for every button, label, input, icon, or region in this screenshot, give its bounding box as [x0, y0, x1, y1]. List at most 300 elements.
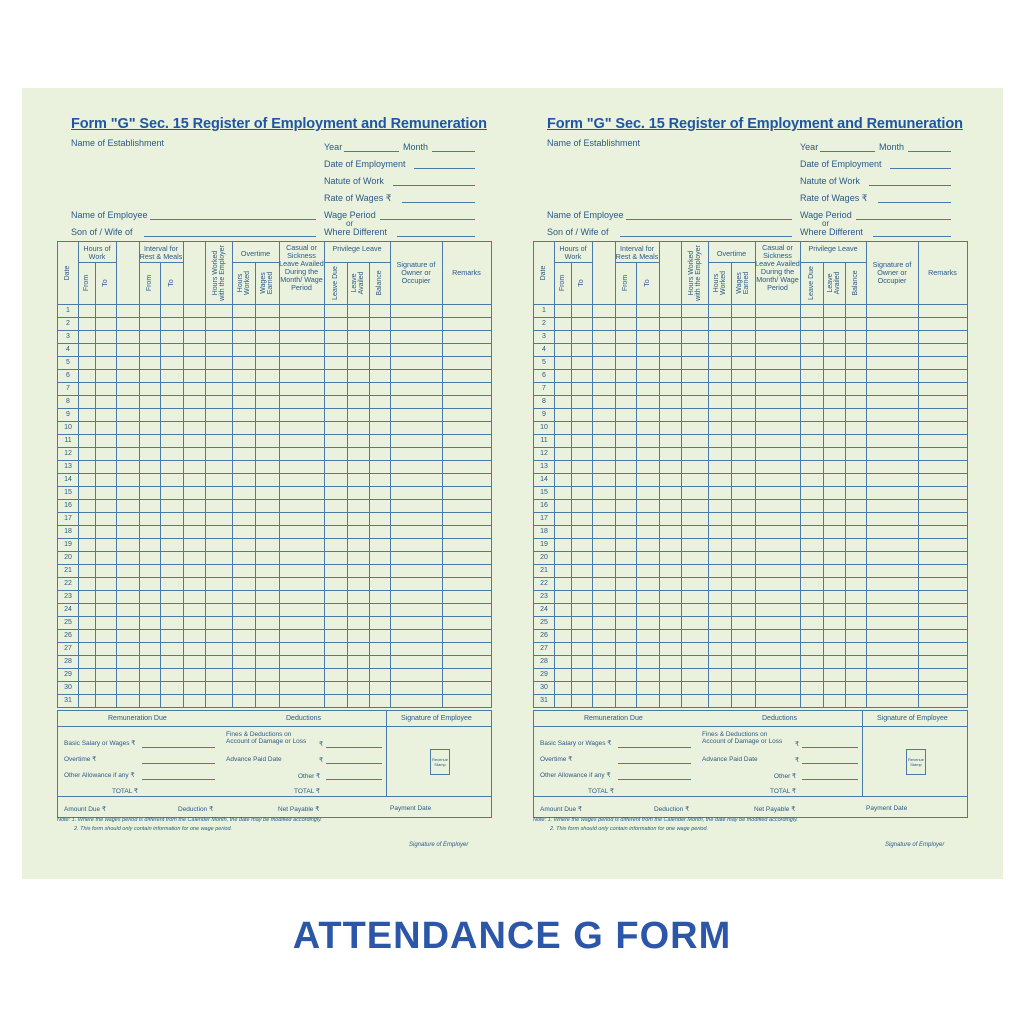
basic-salary-label: Basic Salary or Wages ₹ [64, 740, 136, 747]
establishment-label: Name of Establishment [547, 138, 641, 148]
row-number: 21 [540, 567, 548, 574]
note-2: 2. This form should only contain information for one wage period. [74, 826, 233, 832]
row-number: 6 [66, 372, 70, 379]
note-2: 2. This form should only contain information for one wage period. [550, 826, 709, 832]
row-divider [534, 551, 967, 552]
row-divider [58, 460, 491, 461]
revenue-stamp-box: Revenue Stamp [430, 749, 450, 775]
row-divider [534, 499, 967, 500]
signature-employer-label: Signature of Employer [885, 842, 945, 848]
employee-name-field[interactable] [150, 219, 316, 220]
row-number: 9 [66, 411, 70, 418]
year-label: Year [800, 142, 819, 152]
column-divider [554, 242, 555, 707]
payment-date-label: Payment Date [866, 805, 908, 812]
header-date: Date [64, 265, 72, 281]
row-divider [58, 486, 491, 487]
overtime-field[interactable] [618, 763, 691, 764]
row-divider [58, 343, 491, 344]
row-number: 22 [64, 580, 72, 587]
column-divider [615, 242, 616, 707]
row-divider [534, 421, 967, 422]
header-hours-worked-employer: Hours Worked with the Employer [687, 245, 702, 301]
header-divider [58, 304, 491, 305]
column-divider [205, 242, 206, 707]
row-number: 15 [64, 489, 72, 496]
header-casual-leave: Casual or Sickness Leave Availed During the Month/ Wage Period [755, 243, 800, 292]
row-number: 31 [540, 697, 548, 704]
row-divider [58, 356, 491, 357]
row-divider [534, 642, 967, 643]
row-divider [58, 694, 491, 695]
fines-label-2: Account of Damage or Loss [702, 738, 783, 745]
row-number: 11 [64, 437, 72, 444]
column-divider [708, 242, 709, 707]
header-leave-availed: Leave Availed [350, 271, 365, 295]
header-overtime: Overtime [240, 249, 271, 258]
column-divider [160, 262, 161, 707]
column-divider [755, 242, 756, 707]
row-divider [58, 551, 491, 552]
establishment-label: Name of Establishment [71, 138, 165, 148]
column-divider [823, 262, 824, 707]
advance-paid-label: Advance Paid Date [226, 756, 282, 763]
fines-label-2: Account of Damage or Loss [226, 738, 307, 745]
other-deduction-field[interactable] [802, 779, 858, 780]
row-divider [534, 694, 967, 695]
fines-field[interactable] [326, 747, 382, 748]
header-hours-of-work: Hours of Work [559, 244, 587, 261]
total-remuneration-label: TOTAL ₹ [588, 788, 615, 795]
signature-employer-label: Signature of Employer [409, 842, 469, 848]
column-divider [571, 262, 572, 707]
row-number: 7 [66, 385, 70, 392]
row-divider [534, 512, 967, 513]
row-divider [58, 434, 491, 435]
row-number: 2 [542, 320, 546, 327]
nature-of-work-field[interactable] [393, 185, 475, 186]
row-number: 8 [542, 398, 546, 405]
row-divider [534, 369, 967, 370]
header-interval-to: To [643, 279, 651, 287]
row-number: 30 [540, 684, 548, 691]
row-divider [58, 577, 491, 578]
column-divider [731, 262, 732, 707]
row-number: 1 [542, 307, 546, 314]
row-number: 25 [64, 619, 72, 626]
row-divider [58, 421, 491, 422]
row-number: 6 [542, 372, 546, 379]
row-number: 5 [542, 359, 546, 366]
header-work-to: To [577, 279, 585, 287]
row-number: 17 [64, 515, 72, 522]
header-overtime: Overtime [716, 249, 747, 258]
row-divider [58, 525, 491, 526]
header-interval: Interval for Rest & Meals [139, 244, 183, 261]
fines-label: Fines & Deductions on [702, 731, 768, 738]
basic-salary-label: Basic Salary or Wages ₹ [540, 740, 612, 747]
row-number: 24 [540, 606, 548, 613]
column-divider [592, 242, 593, 707]
or-label: or [822, 219, 830, 228]
column-divider [347, 262, 348, 707]
remuneration-due-header: Remuneration Due [108, 715, 167, 722]
header-balance: Balance [851, 270, 859, 296]
date-of-employment-label: Date of Employment [324, 159, 406, 169]
or-label: or [346, 219, 354, 228]
row-divider [534, 317, 967, 318]
where-different-label: Where Different [324, 227, 387, 237]
year-label: Year [324, 142, 343, 152]
row-number: 10 [64, 424, 72, 431]
subheader-divider [78, 262, 116, 263]
row-divider [534, 525, 967, 526]
where-different-label: Where Different [800, 227, 863, 237]
wage-period-label: Wage Period [324, 210, 376, 220]
signature-employee-header: Signature of Employee [401, 715, 472, 722]
row-number: 14 [64, 476, 72, 483]
row-divider [58, 317, 491, 318]
row-divider [58, 499, 491, 500]
other-deduction-field[interactable] [326, 779, 382, 780]
row-number: 7 [542, 385, 546, 392]
column-divider [390, 242, 391, 707]
column-divider [139, 242, 140, 707]
son-of-field[interactable] [620, 236, 792, 237]
other-allowance-label: Other Allowance if any ₹ [64, 772, 135, 779]
column-divider [866, 242, 867, 707]
row-number: 28 [540, 658, 548, 665]
row-divider [58, 382, 491, 383]
column-divider [800, 242, 801, 707]
row-divider [534, 356, 967, 357]
subheader-divider [615, 262, 659, 263]
row-number: 26 [64, 632, 72, 639]
header-ot-hours-worked: Hours Worked [236, 271, 251, 295]
wage-period-label: Wage Period [800, 210, 852, 220]
header-remarks: Remarks [452, 268, 481, 277]
column-divider [78, 242, 79, 707]
header-hours-of-work: Hours of Work [83, 244, 111, 261]
note-1: Note: 1. Where the wages period is different from the Calender Month, the date may be modified accordingly. [533, 817, 798, 823]
row-divider [534, 590, 967, 591]
row-divider [534, 577, 967, 578]
remuneration-section [57, 710, 492, 818]
row-number: 17 [540, 515, 548, 522]
header-privilege-leave: Privilege Leave [332, 244, 382, 253]
rate-of-wages-label: Rate of Wages ₹ [800, 193, 868, 203]
row-number: 11 [540, 437, 548, 444]
row-number: 31 [64, 697, 72, 704]
header-interval-to: To [167, 279, 175, 287]
row-number: 4 [542, 346, 546, 353]
row-divider [58, 655, 491, 656]
fines-label: Fines & Deductions on [226, 731, 292, 738]
column-divider [636, 262, 637, 707]
header-date: Date [540, 265, 548, 281]
form-title: Form "G" Sec. 15 Register of Employment and Remuneration [71, 116, 487, 132]
row-divider [58, 447, 491, 448]
subheader-divider [800, 262, 866, 263]
rate-of-wages-label: Rate of Wages ₹ [324, 193, 392, 203]
nature-of-work-label: Natute of Work [800, 176, 860, 186]
column-divider [845, 262, 846, 707]
overtime-label: Overtime ₹ [64, 756, 97, 763]
row-number: 3 [542, 333, 546, 340]
row-divider [534, 434, 967, 435]
row-divider [534, 330, 967, 331]
employee-name-label: Name of Employee [547, 210, 624, 220]
header-casual-leave: Casual or Sickness Leave Availed During the Month/ Wage Period [279, 243, 324, 292]
row-number: 14 [540, 476, 548, 483]
form-sheet [22, 88, 1003, 879]
nature-of-work-field[interactable] [869, 185, 951, 186]
row-number: 10 [540, 424, 548, 431]
other-deduction-label: Other ₹ [774, 773, 797, 780]
year-field[interactable] [344, 151, 399, 152]
row-divider [534, 382, 967, 383]
row-number: 16 [540, 502, 548, 509]
row-number: 19 [540, 541, 548, 548]
row-number: 20 [64, 554, 72, 561]
header-interval-from: From [145, 274, 153, 292]
row-divider [58, 616, 491, 617]
column-divider [324, 242, 325, 707]
remuneration-due-header: Remuneration Due [584, 715, 643, 722]
overtime-field[interactable] [142, 763, 215, 764]
basic-salary-field[interactable] [142, 747, 215, 748]
row-divider [58, 408, 491, 409]
row-number: 24 [64, 606, 72, 613]
header-ot-hours-worked: Hours Worked [712, 271, 727, 295]
remuneration-section [533, 710, 968, 818]
advance-rupee: ₹ [795, 757, 800, 764]
revenue-stamp-box: Revenue Stamp [906, 749, 926, 775]
column-divider [279, 242, 280, 707]
son-of-label: Son of / Wife of [71, 227, 133, 237]
row-number: 19 [64, 541, 72, 548]
row-divider [534, 486, 967, 487]
header-work-from: From [558, 274, 566, 292]
where-different-field[interactable] [873, 236, 951, 237]
month-label: Month [403, 142, 429, 152]
wage-period-field[interactable] [856, 219, 951, 220]
column-divider [183, 242, 184, 707]
row-divider [58, 369, 491, 370]
row-number: 5 [66, 359, 70, 366]
row-number: 27 [540, 645, 548, 652]
row-number: 15 [540, 489, 548, 496]
row-number: 29 [540, 671, 548, 678]
amount-due-label: Amount Due ₹ [540, 806, 583, 813]
subheader-divider [324, 262, 390, 263]
deductions-header: Deductions [286, 715, 322, 722]
row-number: 30 [64, 684, 72, 691]
header-ot-wages-earned: Wages Earned [259, 271, 274, 295]
row-divider [58, 603, 491, 604]
employee-name-field[interactable] [626, 219, 792, 220]
attendance-table [57, 241, 492, 708]
date-of-employment-field[interactable] [890, 168, 951, 169]
month-field[interactable] [432, 151, 475, 152]
row-number: 27 [64, 645, 72, 652]
subheader-divider [554, 262, 592, 263]
header-work-to: To [101, 279, 109, 287]
row-divider [58, 330, 491, 331]
deduction-label: Deduction ₹ [178, 806, 214, 813]
header-interval: Interval for Rest & Meals [615, 244, 659, 261]
subheader-divider [232, 262, 279, 263]
row-number: 28 [64, 658, 72, 665]
row-divider [58, 668, 491, 669]
row-number: 3 [66, 333, 70, 340]
row-number: 12 [540, 450, 548, 457]
row-number: 13 [64, 463, 72, 470]
date-of-employment-label: Date of Employment [800, 159, 882, 169]
row-number: 12 [64, 450, 72, 457]
row-divider [58, 681, 491, 682]
row-divider [534, 447, 967, 448]
net-payable-label: Net Payable ₹ [754, 806, 796, 813]
row-number: 25 [540, 619, 548, 626]
header-remarks: Remarks [928, 268, 957, 277]
date-of-employment-field[interactable] [414, 168, 475, 169]
row-divider [534, 603, 967, 604]
note-1: Note: 1. Where the wages period is different from the Calender Month, the date may be modified accordingly. [57, 817, 322, 823]
row-number: 20 [540, 554, 548, 561]
column-divider [116, 242, 117, 707]
wage-period-field[interactable] [380, 219, 475, 220]
signature-employee-header: Signature of Employee [877, 715, 948, 722]
row-divider [58, 642, 491, 643]
row-divider [534, 681, 967, 682]
row-number: 2 [66, 320, 70, 327]
row-number: 18 [64, 528, 72, 535]
header-leave-due: Leave Due [331, 266, 339, 300]
header-hours-worked-employer: Hours Worked with the Employer [211, 245, 226, 301]
column-divider [369, 262, 370, 707]
row-number: 13 [540, 463, 548, 470]
other-allowance-field[interactable] [618, 779, 691, 780]
column-divider [255, 262, 256, 707]
header-interval-from: From [621, 274, 629, 292]
other-allowance-label: Other Allowance if any ₹ [540, 772, 611, 779]
caption-title: ATTENDANCE G FORM [292, 915, 732, 957]
row-divider [534, 629, 967, 630]
row-divider [58, 629, 491, 630]
row-number: 23 [64, 593, 72, 600]
overtime-label: Overtime ₹ [540, 756, 573, 763]
row-divider [534, 343, 967, 344]
column-divider [659, 242, 660, 707]
total-deduction-label: TOTAL ₹ [294, 788, 321, 795]
basic-salary-field[interactable] [618, 747, 691, 748]
payment-date-label: Payment Date [390, 805, 432, 812]
month-field[interactable] [908, 151, 951, 152]
header-privilege-leave: Privilege Leave [808, 244, 858, 253]
row-number: 1 [66, 307, 70, 314]
subheader-divider [708, 262, 755, 263]
header-ot-wages-earned: Wages Earned [735, 271, 750, 295]
row-number: 9 [542, 411, 546, 418]
employee-name-label: Name of Employee [71, 210, 148, 220]
row-divider [58, 564, 491, 565]
header-balance: Balance [375, 270, 383, 296]
row-number: 8 [66, 398, 70, 405]
net-payable-label: Net Payable ₹ [278, 806, 320, 813]
column-divider [442, 242, 443, 707]
column-divider [95, 262, 96, 707]
other-deduction-label: Other ₹ [298, 773, 321, 780]
form-title: Form "G" Sec. 15 Register of Employment and Remuneration [547, 116, 963, 132]
row-divider [534, 408, 967, 409]
form-left [22, 88, 487, 879]
row-number: 16 [64, 502, 72, 509]
total-deduction-label: TOTAL ₹ [770, 788, 797, 795]
advance-rupee: ₹ [319, 757, 324, 764]
amount-due-label: Amount Due ₹ [64, 806, 107, 813]
where-different-field[interactable] [397, 236, 475, 237]
advance-paid-field[interactable] [326, 763, 382, 764]
row-divider [58, 512, 491, 513]
fines-field[interactable] [802, 747, 858, 748]
row-divider [534, 395, 967, 396]
fines-rupee: ₹ [795, 741, 800, 748]
son-of-field[interactable] [144, 236, 316, 237]
row-divider [58, 590, 491, 591]
row-number: 23 [540, 593, 548, 600]
row-divider [534, 473, 967, 474]
year-field[interactable] [820, 151, 875, 152]
header-leave-due: Leave Due [807, 266, 815, 300]
month-label: Month [879, 142, 905, 152]
fines-rupee: ₹ [319, 741, 324, 748]
row-number: 26 [540, 632, 548, 639]
header-leave-availed: Leave Availed [826, 271, 841, 295]
row-divider [58, 473, 491, 474]
row-divider [534, 460, 967, 461]
son-of-label: Son of / Wife of [547, 227, 609, 237]
row-number: 21 [64, 567, 72, 574]
row-number: 22 [540, 580, 548, 587]
header-signature-owner: Signature of Owner or Occupier [872, 260, 912, 285]
row-divider [534, 668, 967, 669]
row-divider [58, 395, 491, 396]
row-divider [534, 616, 967, 617]
column-divider [232, 242, 233, 707]
column-divider [918, 242, 919, 707]
row-number: 29 [64, 671, 72, 678]
rate-of-wages-field[interactable] [402, 202, 475, 203]
row-divider [534, 564, 967, 565]
subheader-divider [139, 262, 183, 263]
header-divider [534, 304, 967, 305]
header-work-from: From [82, 274, 90, 292]
row-number: 4 [66, 346, 70, 353]
nature-of-work-label: Natute of Work [324, 176, 384, 186]
other-allowance-field[interactable] [142, 779, 215, 780]
deductions-header: Deductions [762, 715, 798, 722]
total-remuneration-label: TOTAL ₹ [112, 788, 139, 795]
rate-of-wages-field[interactable] [878, 202, 951, 203]
advance-paid-field[interactable] [802, 763, 858, 764]
row-divider [534, 655, 967, 656]
form-right [498, 88, 963, 879]
attendance-table [533, 241, 968, 708]
row-number: 18 [540, 528, 548, 535]
row-divider [534, 538, 967, 539]
column-divider [681, 242, 682, 707]
